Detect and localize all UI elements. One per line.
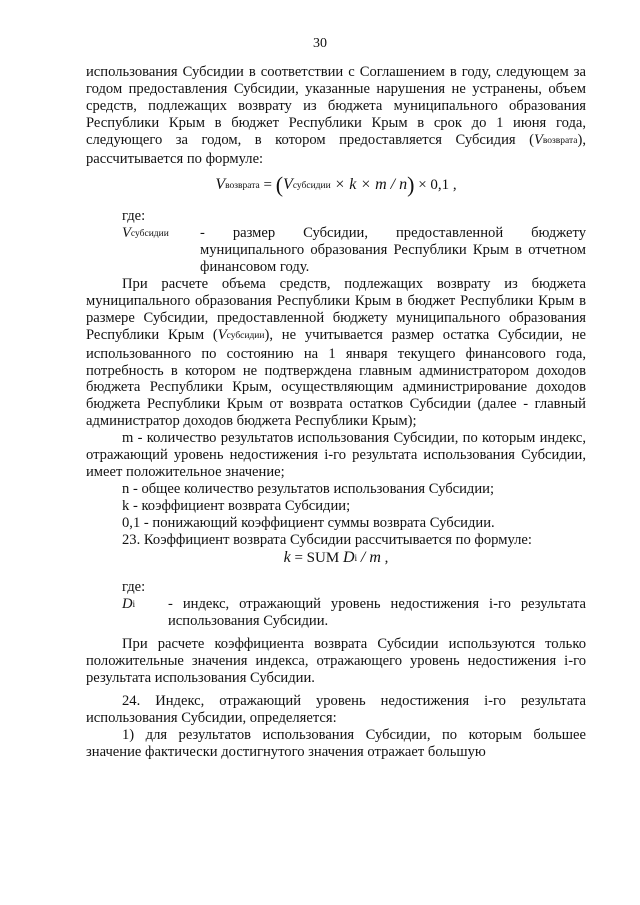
definition-reduction: 0,1 - понижающий коэффициент суммы возврата Субсидии.: [122, 514, 495, 531]
formula-comma: ,: [384, 550, 389, 567]
definition-k: k - коэффициент возврата Субсидии;: [122, 497, 351, 514]
where-label-1: где:: [122, 208, 146, 225]
var-v-subsidy: Vсубсидии: [217, 326, 265, 343]
formula-return-volume: [86, 172, 586, 198]
formula-equals: =: [263, 177, 272, 194]
var-v-return: Vвозврата: [533, 131, 578, 148]
definition-v-subsidy: [86, 225, 586, 276]
section-23: 23. Коэффициент возврата Субсидии рассчитывается по формуле:: [122, 531, 532, 548]
formula-sum: SUM: [306, 550, 340, 567]
paragraph-text: использования Субсидии в соответствии с Соглашением в году, следующем за годом предоставления Субсидии, указанные нарушения не устранены, объем средств, подлежащих возврату из бюджета муниципального образования Республики Крым в бюджет Республики Крым в срок до 1 июня года, следующего за годом, в котором предоставляется Субсидия (: [86, 64, 586, 148]
section-24-item-1: 1) для результатов использования Субсидии, по которым большее значение фактически достигнутого значения отражает большую: [86, 726, 586, 760]
definition-text: - индекс, отражающий уровень недостижения i-го результата использования Субсидии.: [168, 596, 586, 630]
section-24: 24. Индекс, отражающий уровень недостижения i-го результата использования Субсидии, определяется:: [86, 692, 586, 726]
paragraph-positive-values: При расчете коэффициента возврата Субсидии используются только положительные значения индекса, отражающего уровень недостижения i-го результата использования Субсидии.: [86, 636, 586, 686]
formula-tail: × 0,1: [418, 177, 450, 194]
formula-lhs: Vвозврата: [215, 176, 260, 194]
formula-rest: / m: [360, 549, 381, 567]
definition-symbol: Vсубсидии: [122, 225, 169, 242]
formula-comma: ,: [452, 177, 457, 194]
definition-m: m - количество результатов использования Субсидии, по которым индекс, отражающий уровень недостижения i-го результата использования Субсидии, имеет положительное значение;: [86, 430, 586, 480]
paragraph-calculation-note: При расчете объема средств, подлежащих возврату из бюджета муниципального образования Республики Крым в бюджет Республики Крым в размере Субсидии, предоставленной бюджету муниципального образования Республики Крым (Vсубсидии), не учитывается размер остатка Субсидии, не использованного по состоянию на 1 января текущего финансового года, потребность в котором не подтверждена главным администратором доходов бюджета Республики Крым, осуществляющим администрирование доходов бюджета Республики Крым от возврата остатков Субсидии (далее - главный администратор доходов бюджета Республики Крым);: [86, 275, 586, 430]
formula-factors: × k × m / n: [334, 176, 408, 194]
definition-symbol: Di: [122, 596, 136, 613]
formula-left-paren: (: [275, 172, 284, 198]
definition-d: [86, 596, 586, 630]
paragraph-text-end: ), рассчитывается по формуле:: [86, 131, 586, 167]
where-label-2: где:: [122, 579, 146, 596]
formula-equals: =: [294, 550, 303, 567]
formula-k: k: [283, 549, 291, 567]
formula-right-paren: ): [407, 172, 415, 198]
formula-v-subsidy: Vсубсидии: [283, 176, 331, 194]
formula-d: Di: [342, 549, 358, 567]
paragraph-return-volume: [86, 64, 586, 167]
definition-text: - размер Субсидии, предоставленной бюджету муниципального образования Республики Крым в отчетном финансовом году.: [200, 225, 586, 276]
page-number: 30: [313, 36, 327, 51]
document-body: [86, 64, 586, 760]
formula-return-coefficient: [86, 550, 586, 569]
definition-n: n - общее количество результатов использования Субсидии;: [122, 480, 495, 497]
